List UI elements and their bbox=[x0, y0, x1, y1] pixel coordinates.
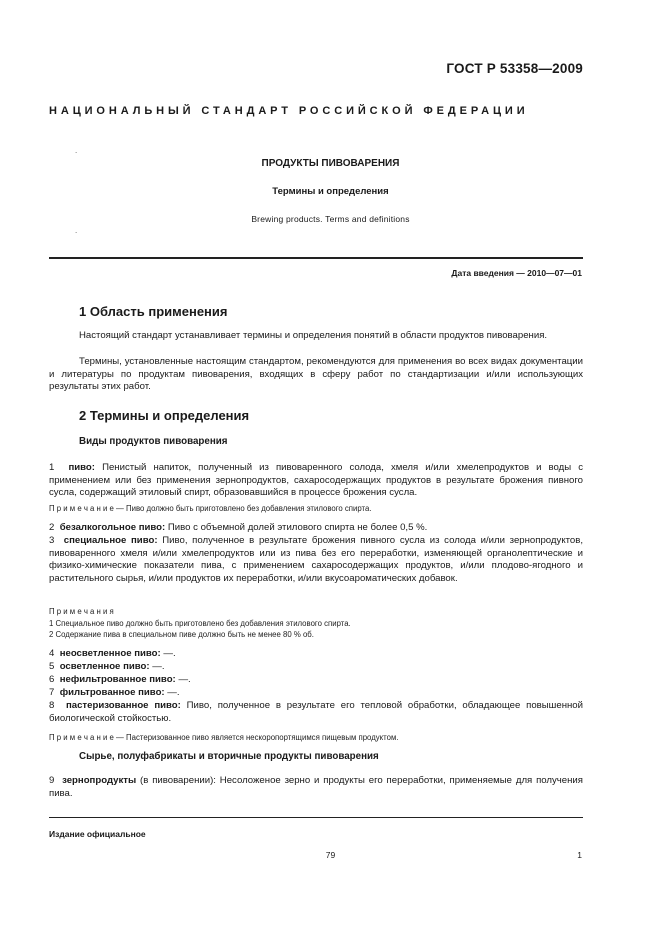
term-3-note-2: 2 Содержание пива в специальном пиве должно быть не менее 80 % об. bbox=[49, 630, 314, 639]
term-1-note: П р и м е ч а н и е — Пиво должно быть приготовлено без добавления этилового спирта. bbox=[49, 504, 372, 513]
document-subtitle: Термины и определения bbox=[272, 186, 389, 197]
section-1-paragraph-1: Настоящий стандарт устанавливает термины и определения понятий в области продуктов пивоварения. bbox=[79, 330, 548, 341]
subheading-product-types: Виды продуктов пивоварения bbox=[79, 436, 228, 447]
term-5-entry: 5 осветленное пиво: —. bbox=[49, 661, 165, 672]
term-8-note: П р и м е ч а н и е — Пастеризованное пиво является нескоропортящимся пищевым продуктом. bbox=[49, 733, 399, 742]
document-title: ПРОДУКТЫ ПИВОВАРЕНИЯ bbox=[261, 158, 400, 169]
term-2-entry: 2 безалкогольное пиво: Пиво с объемной долей этилового спирта не более 0,5 %. bbox=[49, 522, 428, 533]
gost-code: ГОСТ Р 53358—2009 bbox=[446, 61, 583, 76]
section-2-heading: 2 Термины и определения bbox=[79, 408, 250, 423]
section-1-paragraph-2: Термины, установленные настоящим стандартом, рекомендуются для применения во всех видах документации и литературы по продуктам пивоварения, входящих в сферу работ по стандартизации и/или использующих результаты этих работ. bbox=[49, 356, 583, 392]
national-standard-banner: НАЦИОНАЛЬНЫЙ СТАНДАРТ РОССИЙСКОЙ ФЕДЕРАЦИИ bbox=[49, 105, 529, 117]
term-7-entry: 7 фильтрованное пиво: —. bbox=[49, 687, 180, 698]
footer-divider bbox=[49, 817, 583, 818]
dot-mark-bottom: . bbox=[75, 226, 78, 235]
dot-mark-top: . bbox=[75, 146, 78, 155]
term-6-entry: 6 нефильтрованное пиво: —. bbox=[49, 674, 191, 685]
term-8-entry: 8 пастеризованное пиво: Пиво, полученное в результате его тепловой обработки, обладающее повышенной биологической стойкостью. bbox=[49, 700, 583, 724]
term-3-entry: 3 специальное пиво: Пиво, полученное в результате брожения пивного сусла из солода и/или зернопродуктов, пивоваренного хмеля и/или хмелепродуктов или из пива без его переработки, изменяющей органолептические и физико-химические показатели пива, с применением сахаросодержащих продуктов, и/или плодово-ягодного и растительного сырья, и/или продуктов их переработки, и/или вкусоароматических добавок. bbox=[49, 535, 584, 584]
effective-date: Дата введения — 2010—07—01 bbox=[451, 268, 582, 278]
term-1-name: пиво: bbox=[68, 462, 95, 473]
subheading-raw-materials: Сырье, полуфабрикаты и вторичные продукты пивоварения bbox=[79, 751, 379, 762]
term-3-notes-label: П р и м е ч а н и я bbox=[49, 607, 114, 616]
term-9-entry: 9 зернопродукты (в пивоварении): Несоложеное зерно и продукты его переработки, применяемые для получения пива. bbox=[49, 775, 583, 799]
page-number: 79 bbox=[325, 850, 336, 860]
english-title: Brewing products. Terms and definitions bbox=[251, 214, 410, 224]
term-4-entry: 4 неосветленное пиво: —. bbox=[49, 648, 176, 659]
term-3-note-1: 1 Специальное пиво должно быть приготовлено без добавления этилового спирта. bbox=[49, 619, 351, 628]
section-1-heading: 1 Область применения bbox=[79, 304, 228, 319]
official-edition-label: Издание официальное bbox=[49, 829, 146, 839]
header-divider bbox=[49, 257, 583, 259]
sheet-number: 1 bbox=[577, 850, 582, 860]
term-1-entry: 1 пиво: Пенистый напиток, полученный из пивоваренного солода, хмеля и/или хмелепродуктов и воды с применением или без применения зернопродуктов, сахаросодержащих продуктов в результате брожения пивного сусла, содержащий этиловый спирт, образовавшийся в процессе брожения сусла. bbox=[49, 462, 583, 498]
